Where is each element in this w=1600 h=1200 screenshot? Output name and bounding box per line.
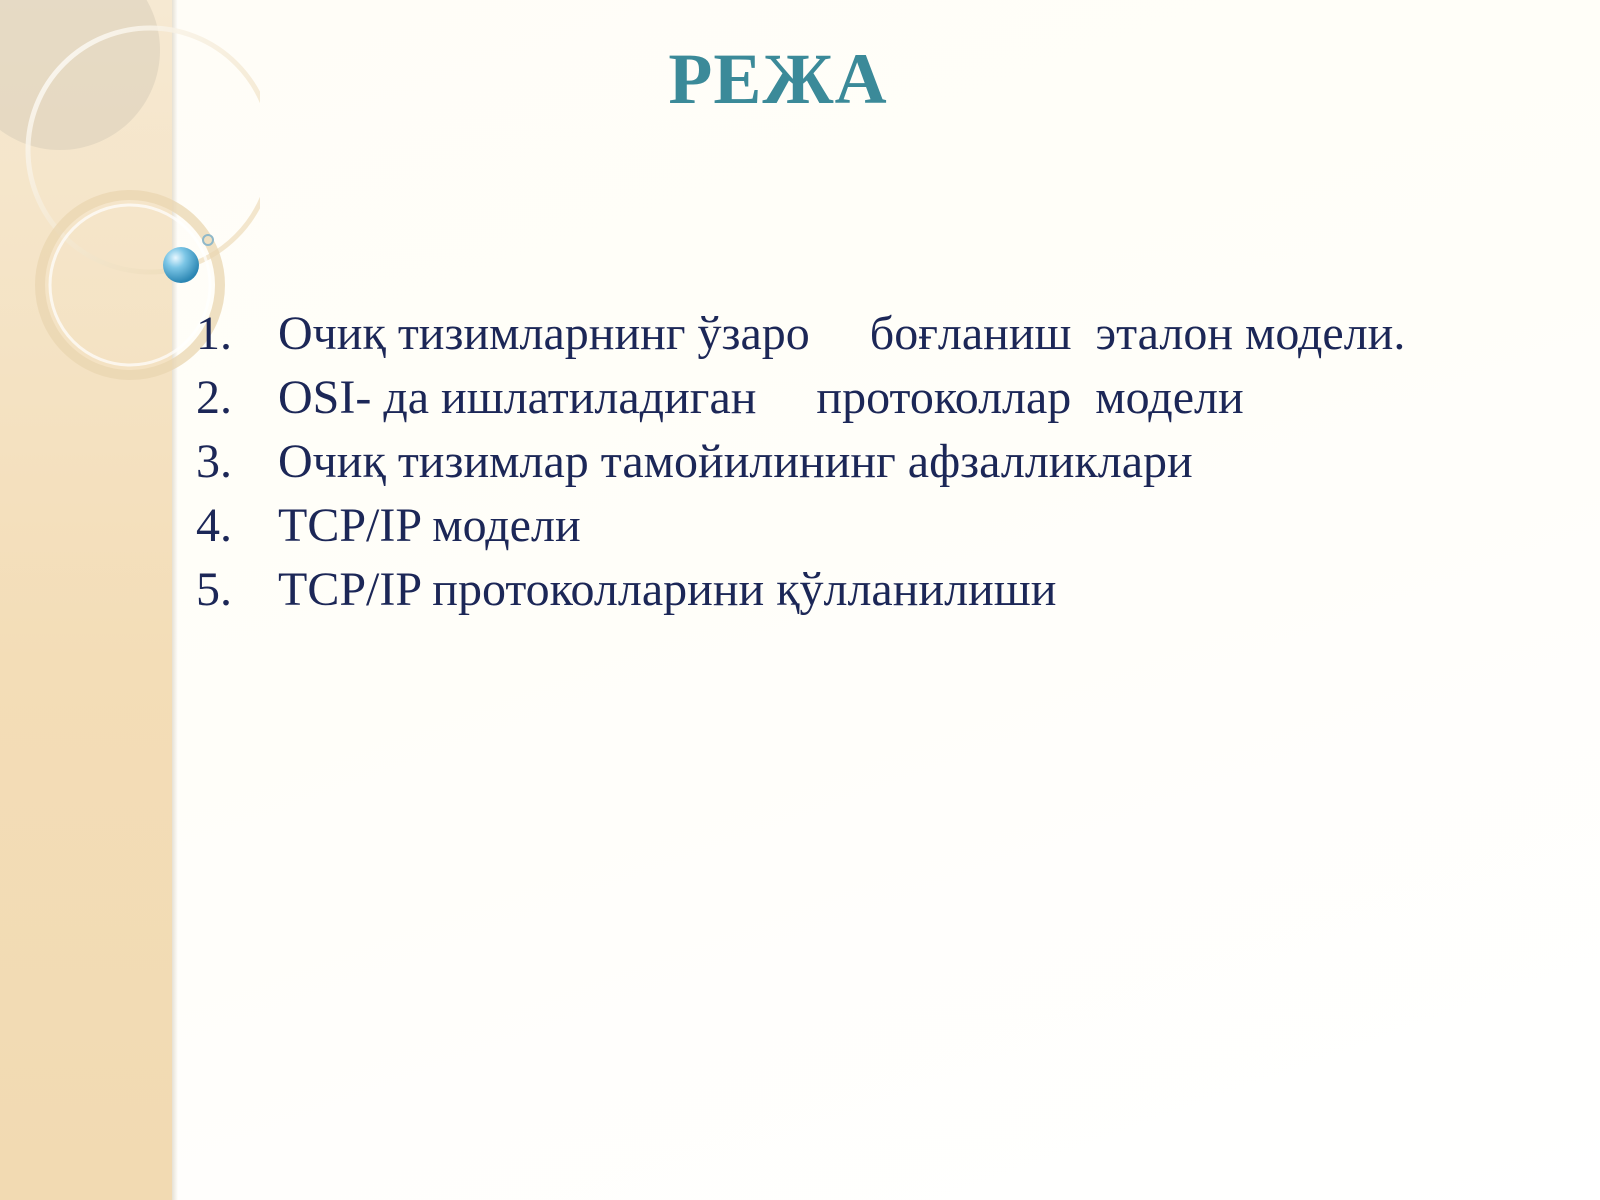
- list-item-text: TCP/IP модели: [278, 499, 581, 552]
- list-item-text: Очиқ тизимларнинг ўзаро боғланиш эталон модели.: [278, 307, 1406, 360]
- list-item: [196, 434, 1586, 498]
- list-item: [196, 498, 1586, 562]
- list-item: [196, 562, 1586, 626]
- list-item: [196, 306, 1586, 370]
- list-item-number: 4.: [196, 499, 232, 552]
- list-item-number: 5.: [196, 563, 232, 616]
- list-item-text: OSI- да ишлатиладиган протоколлар модели: [278, 371, 1244, 424]
- slide-title: РЕЖА: [668, 39, 888, 119]
- decorative-disc: [0, 0, 160, 150]
- decorative-ring-small: [40, 195, 220, 375]
- decorative-ring-inner: [50, 205, 210, 365]
- list-item-number: 3.: [196, 435, 232, 488]
- list-item-number: 1.: [196, 307, 232, 360]
- plan-list: [196, 306, 1586, 626]
- list-item: [196, 370, 1586, 434]
- list-item-number: 2.: [196, 371, 232, 424]
- list-item-text: Очиқ тизимлар тамойилининг афзалликлари: [278, 435, 1193, 488]
- list-item-text: TCP/IP протоколларини қўлланилиши: [278, 563, 1057, 616]
- blue-bubble-icon: [163, 247, 199, 283]
